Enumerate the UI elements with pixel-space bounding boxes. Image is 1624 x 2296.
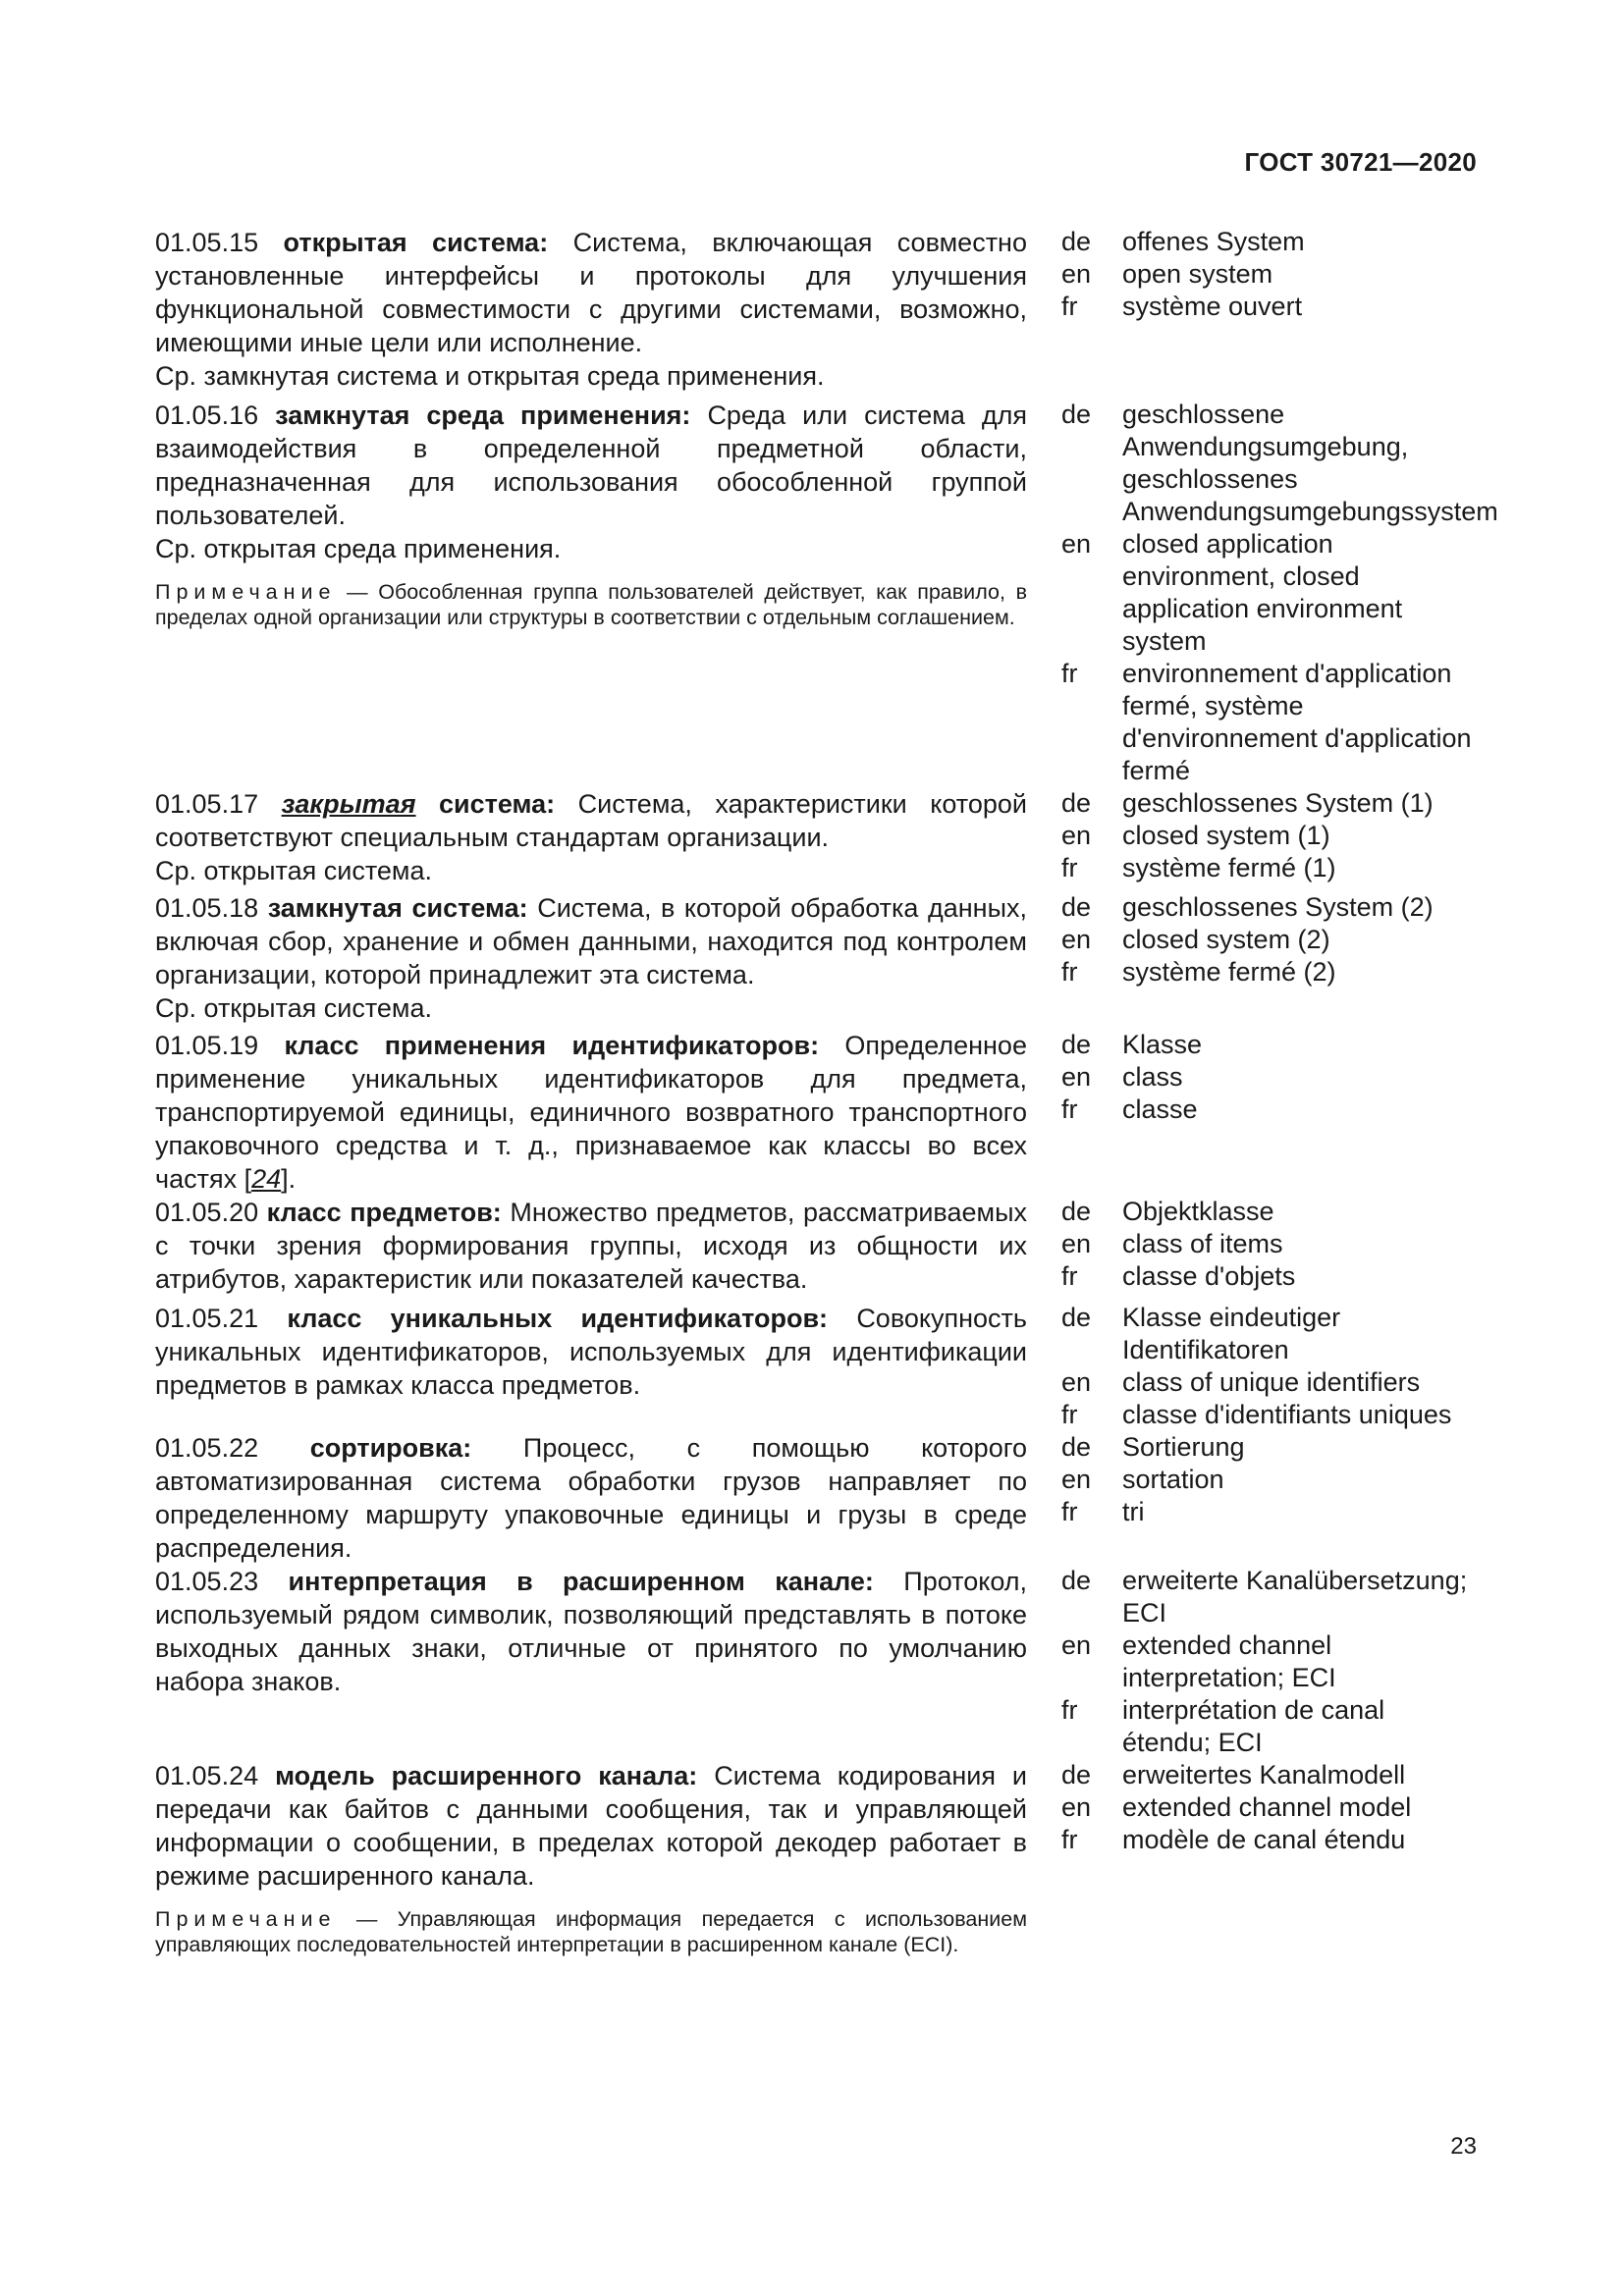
language-code: de <box>1061 400 1092 429</box>
term-number: 01.05.19 <box>155 1031 259 1060</box>
translation-term: tri <box>1122 1497 1145 1526</box>
translation-row <box>1061 1228 1479 1260</box>
term-definition-ru <box>155 1196 1027 1296</box>
note-text: — Обособленная группа пользователей действует, как правило, в пределах одной организации или структуры в соответствии с отдельным соглашением. <box>155 580 1027 629</box>
language-code: en <box>1061 259 1092 289</box>
translation-term: closed system (1) <box>1122 821 1330 850</box>
language-code: fr <box>1061 1825 1078 1854</box>
term-paragraph <box>155 399 1027 532</box>
translation-term: classe d'objets <box>1122 1261 1296 1291</box>
language-code: de <box>1061 1432 1092 1462</box>
term-paragraph <box>155 1759 1027 1893</box>
translation-row <box>1061 924 1479 956</box>
term-entry <box>155 787 1481 887</box>
term-number: 01.05.17 <box>155 789 259 819</box>
term-definition: Система, в которой обработка данных, включая сбор, хранение и обмен данными, находится под контролем организации, которой принадлежит эта система. <box>155 893 1027 989</box>
term-title: сортировка: <box>309 1433 472 1463</box>
translation-term: offenes System <box>1122 227 1305 256</box>
term-definition-ru <box>155 1759 1027 1957</box>
language-code: de <box>1061 1030 1092 1059</box>
translation-term: closed application environment, closed application environment system <box>1122 529 1403 656</box>
language-code: en <box>1061 821 1092 850</box>
term-title: класс предметов: <box>266 1198 502 1227</box>
term-note <box>155 1906 1027 1957</box>
translation-row <box>1061 891 1479 924</box>
translation-row <box>1061 1431 1479 1464</box>
translation-term: Sortierung <box>1122 1432 1245 1462</box>
language-code: en <box>1061 1792 1092 1822</box>
translation-row <box>1061 399 1498 528</box>
term-definition-ru <box>155 1565 1027 1698</box>
note-label: Примечание <box>155 1907 337 1931</box>
translation-row <box>1061 1366 1479 1399</box>
translation-row <box>1061 820 1479 852</box>
term-number: 01.05.24 <box>155 1761 259 1790</box>
translation-row <box>1061 1196 1479 1228</box>
translation-term: class of items <box>1122 1229 1283 1258</box>
translation-row <box>1061 1029 1479 1061</box>
translation-term: modèle de canal étendu <box>1122 1825 1406 1854</box>
term-paragraph <box>155 1302 1027 1402</box>
term-title: интерпретация в расширенном канале: <box>288 1567 874 1596</box>
language-code: en <box>1061 529 1092 559</box>
language-code: fr <box>1061 1400 1078 1429</box>
page-number: 23 <box>1450 2133 1477 2160</box>
term-paragraph <box>155 1565 1027 1698</box>
translation-row <box>1061 1399 1479 1431</box>
translation-row <box>1061 1464 1479 1496</box>
translation-row <box>1061 1629 1479 1694</box>
term-definition: Совокупность уникальных идентификаторов, используемых для идентификации предметов в рамках класса предметов. <box>155 1304 1027 1400</box>
term-number: 01.05.16 <box>155 400 259 430</box>
language-code: de <box>1061 788 1092 818</box>
translation-term: extended channel model <box>1122 1792 1412 1822</box>
translation-row <box>1061 1694 1479 1759</box>
cross-reference: Ср. открытая среда применения. <box>155 534 562 563</box>
translation-term: environnement d'application fermé, système d'environnement d'application fermé <box>1122 659 1472 785</box>
term-entry <box>155 1302 1481 1431</box>
term-paragraph <box>155 891 1027 991</box>
translation-row <box>1061 956 1479 988</box>
language-code: fr <box>1061 957 1078 987</box>
term-title <box>282 789 556 819</box>
term-definition: Множество предметов, рассматриваемых с точки зрения формирования группы, исходя из общности их атрибутов, характеристик или показателей качества. <box>155 1198 1027 1294</box>
translation-term: geschlossenes System (2) <box>1122 892 1434 922</box>
term-translations <box>1061 1565 1479 1759</box>
language-code: en <box>1061 1367 1092 1397</box>
term-note <box>155 579 1027 630</box>
term-title: модель расширенного канала: <box>275 1761 698 1790</box>
term-definition: Система кодирования и передачи как байтов с данными сообщения, так и управляющей информации о сообщении, в пределах которой декодер работает в режиме расширенного канала. <box>155 1761 1027 1891</box>
term-definition: Процесс, с помощью которого автоматизированная система обработки грузов направляет по определенному маршруту упаковочные единицы и грузы в среде распределения. <box>155 1433 1027 1563</box>
term-entry <box>155 1759 1481 1957</box>
language-code: en <box>1061 1062 1092 1092</box>
term-definition: Среда или система для взаимодействия в определенной предметной области, предназначенная для использования обособленной группой пользователей. <box>155 400 1027 530</box>
translation-term: geschlossene Anwendungsumgebung, geschlossenes Anwendungsumgebungssystem <box>1122 400 1498 526</box>
translation-row <box>1061 291 1479 323</box>
term-number: 01.05.23 <box>155 1567 259 1596</box>
language-code: fr <box>1061 659 1078 688</box>
term-translations <box>1061 1302 1479 1431</box>
language-code: de <box>1061 1303 1092 1332</box>
term-title: открытая система: <box>283 228 549 257</box>
term-entry <box>155 1029 1481 1196</box>
term-translations <box>1061 1759 1479 1856</box>
translation-row <box>1061 1791 1479 1824</box>
term-definition-ru <box>155 787 1027 887</box>
translation-term: système fermé (2) <box>1122 957 1336 987</box>
term-definition-end: ]. <box>281 1164 297 1194</box>
term-definition-ru <box>155 1029 1027 1196</box>
cross-reference: Ср. замкнутая система и открытая среда применения. <box>155 361 825 391</box>
term-title-rest: система: <box>415 789 556 819</box>
language-code: fr <box>1061 1095 1078 1124</box>
term-definition-ru <box>155 226 1027 393</box>
term-entry <box>155 1565 1481 1759</box>
language-code: de <box>1061 892 1092 922</box>
translation-row <box>1061 658 1479 787</box>
translation-row <box>1061 852 1479 884</box>
term-number: 01.05.21 <box>155 1304 259 1333</box>
translation-row <box>1061 258 1479 291</box>
term-paragraph <box>155 1431 1027 1565</box>
term-entry <box>155 399 1498 787</box>
term-title-underlined: закрытая <box>281 789 416 819</box>
term-definition: Определенное применение уникальных идентификаторов для предмета, транспортируемой единицы, единичного возвратного транспортного упаковочного средства и т. д., признаваемое как классы во всех частях [ <box>155 1031 1027 1194</box>
term-paragraph <box>155 1196 1027 1296</box>
translation-row <box>1061 787 1479 820</box>
language-code: fr <box>1061 292 1078 321</box>
term-number: 01.05.20 <box>155 1198 259 1227</box>
translation-row <box>1061 528 1479 658</box>
translation-term: système ouvert <box>1122 292 1303 321</box>
term-entry <box>155 1196 1481 1296</box>
term-translations <box>1061 787 1479 884</box>
term-title: замкнутая система: <box>267 893 528 923</box>
translation-term: geschlossenes System (1) <box>1122 788 1434 818</box>
translation-term: extended channel interpretation; ECI <box>1122 1630 1336 1692</box>
term-paragraph <box>155 226 1027 359</box>
terms-section <box>155 226 1498 1957</box>
language-code: de <box>1061 227 1092 256</box>
language-code: en <box>1061 925 1092 954</box>
translation-row <box>1061 1565 1479 1629</box>
cross-reference: Ср. открытая система. <box>155 856 432 885</box>
term-title: замкнутая среда применения: <box>275 400 691 430</box>
bibliography-ref: 24 <box>251 1164 282 1194</box>
term-translations <box>1061 226 1479 323</box>
translation-term: Klasse <box>1122 1030 1203 1059</box>
translation-row <box>1061 1496 1479 1528</box>
translation-term: système fermé (1) <box>1122 853 1336 882</box>
translation-term: erweitertes Kanalmodell <box>1122 1760 1406 1789</box>
term-definition-ru <box>155 891 1027 1025</box>
translation-row <box>1061 1759 1479 1791</box>
translation-row <box>1061 1260 1479 1293</box>
term-title: класс уникальных идентификаторов: <box>287 1304 829 1333</box>
translation-term: sortation <box>1122 1465 1224 1494</box>
translation-term: class <box>1122 1062 1183 1092</box>
term-entry <box>155 226 1481 393</box>
translation-term: class of unique identifiers <box>1122 1367 1421 1397</box>
term-number: 01.05.18 <box>155 893 259 923</box>
cross-reference: Ср. открытая система. <box>155 993 432 1023</box>
language-code: en <box>1061 1630 1092 1660</box>
translation-row <box>1061 226 1479 258</box>
term-entry <box>155 1431 1481 1565</box>
translation-row <box>1061 1061 1479 1094</box>
language-code: de <box>1061 1760 1092 1789</box>
term-number: 01.05.15 <box>155 228 259 257</box>
translation-row <box>1061 1302 1479 1366</box>
note-text: — Управляющая информация передается с использованием управляющих последовательностей интерпретации в расширенном канале (ECI). <box>155 1907 1027 1956</box>
term-paragraph <box>155 787 1027 854</box>
term-definition: Система, включающая совместно установленные интерфейсы и протоколы для улучшения функциональной совместимости с другими системами, возможно, имеющими иные цели или исполнение. <box>155 228 1027 357</box>
term-translations <box>1061 399 1498 787</box>
translation-term: erweiterte Kanalübersetzung; ECI <box>1122 1566 1468 1628</box>
term-definition: Система, характеристики которой соответствуют специальным стандартам организации. <box>155 789 1027 852</box>
term-translations <box>1061 891 1479 988</box>
term-definition-ru <box>155 1302 1027 1402</box>
term-definition-ru <box>155 399 1027 630</box>
translation-term: classe <box>1122 1095 1198 1124</box>
language-code: en <box>1061 1465 1092 1494</box>
language-code: de <box>1061 1197 1092 1226</box>
language-code: fr <box>1061 1497 1078 1526</box>
note-label: Примечание <box>155 580 337 604</box>
document-header: ГОСТ 30721—2020 <box>1244 147 1477 177</box>
term-translations <box>1061 1029 1479 1126</box>
translation-row <box>1061 1094 1479 1126</box>
language-code: fr <box>1061 853 1078 882</box>
term-definition-ru <box>155 1431 1027 1565</box>
term-translations <box>1061 1196 1479 1293</box>
translation-term: open system <box>1122 259 1273 289</box>
language-code: en <box>1061 1229 1092 1258</box>
term-translations <box>1061 1431 1479 1528</box>
translation-term: closed system (2) <box>1122 925 1330 954</box>
language-code: fr <box>1061 1261 1078 1291</box>
translation-term: Klasse eindeutiger Identifikatoren <box>1122 1303 1341 1364</box>
term-entry <box>155 891 1481 1025</box>
translation-term: Objektklasse <box>1122 1197 1274 1226</box>
term-title: класс применения идентификаторов: <box>284 1031 820 1060</box>
language-code: de <box>1061 1566 1092 1595</box>
translation-term: classe d'identifiants uniques <box>1122 1400 1452 1429</box>
term-paragraph <box>155 1029 1027 1196</box>
translation-term: interprétation de canal étendu; ECI <box>1122 1695 1385 1757</box>
language-code: fr <box>1061 1695 1078 1725</box>
term-definition: Протокол, используемый рядом символик, позволяющий представлять в потоке выходных данных знаки, отличные от принятого по умолчанию набора знаков. <box>155 1567 1027 1696</box>
term-number: 01.05.22 <box>155 1433 259 1463</box>
translation-row <box>1061 1824 1479 1856</box>
